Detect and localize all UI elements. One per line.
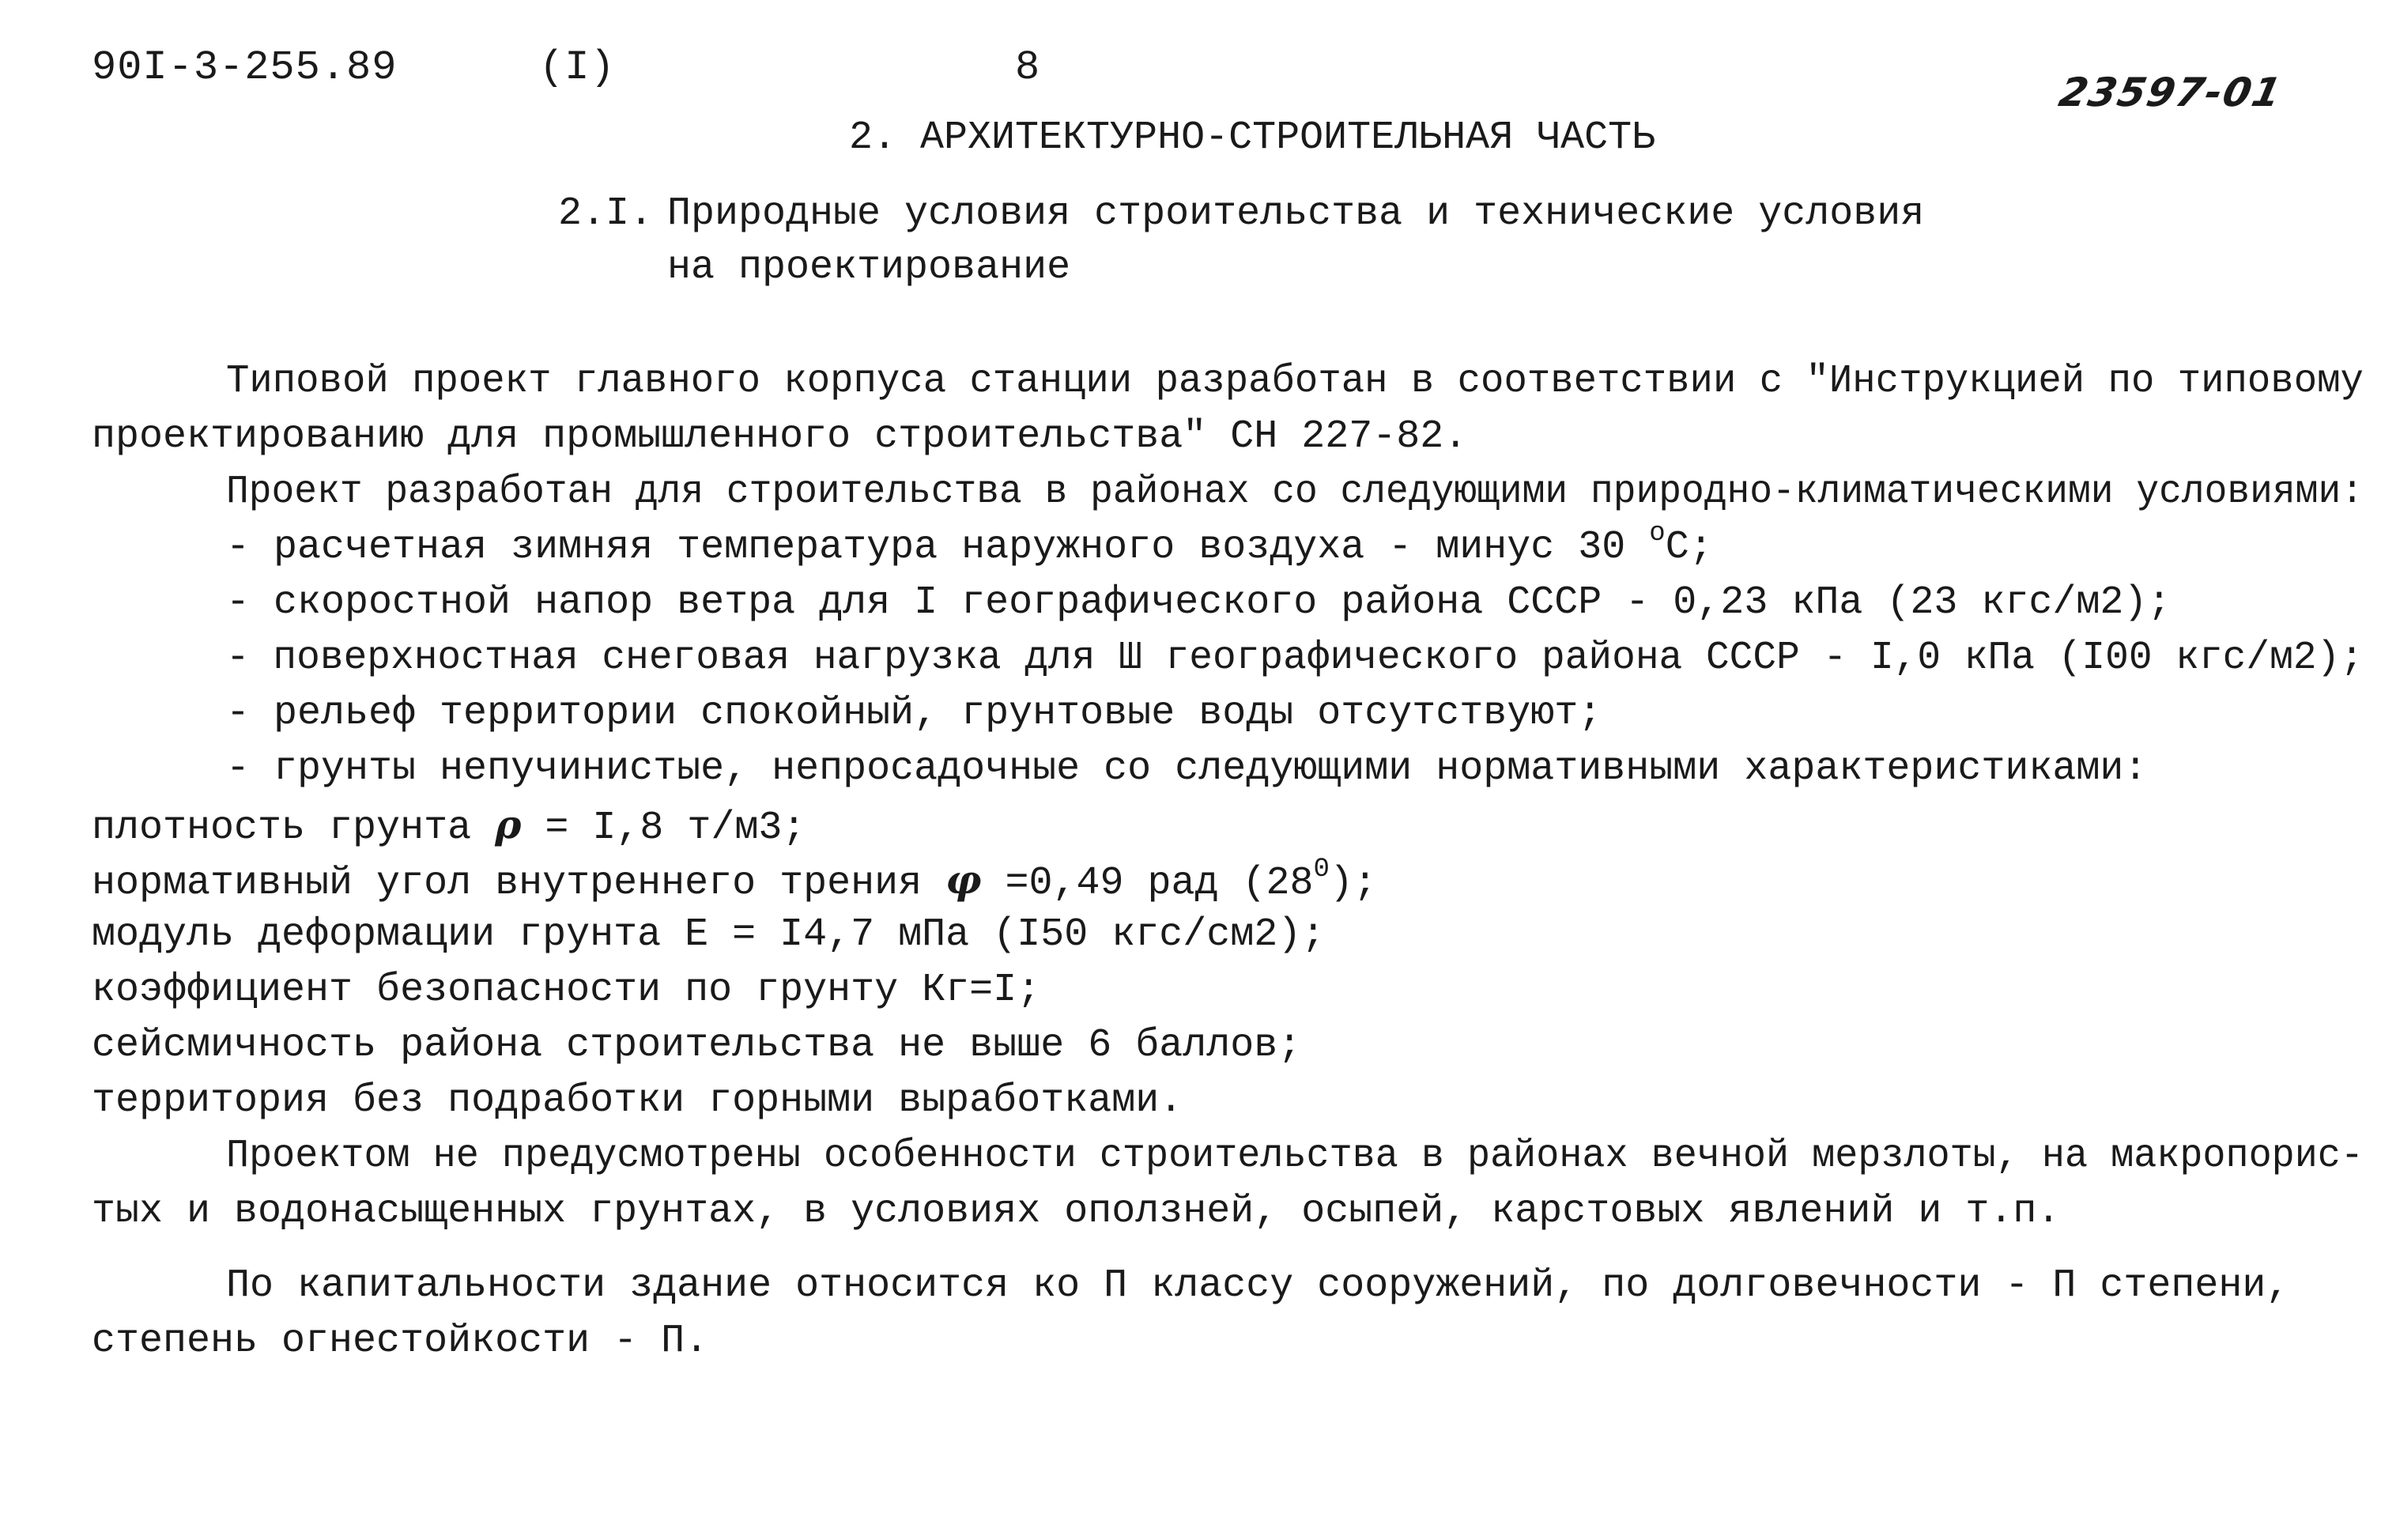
paragraph-4-line-2: степень огнестойкости - П.: [92, 1319, 709, 1364]
list-item-relief: - рельеф территории спокойный, грунтовые воды отсутствуют;: [226, 691, 1602, 736]
list-item-wind: - скоростной напор ветра для I географического района СССР - 0,23 кПа (23 кгс/м2);: [226, 580, 2172, 625]
angle-symbol: φ: [945, 856, 982, 903]
density-label: плотность грунта: [92, 806, 496, 851]
subsection-title-line2: на проектирование: [667, 245, 1071, 290]
mining-note: территория без подработки горными выработками.: [92, 1078, 1183, 1123]
paragraph-3-line-2: тых и водонасыщенных грунтах, в условиях оползней, осыпей, карстовых явлений и т.п.: [92, 1189, 2061, 1234]
friction-angle: [92, 852, 1377, 912]
paragraph-1-line-2: проектированию для промышленного строительства" СН 227-82.: [92, 414, 1468, 459]
section-title: 2. АРХИТЕКТУРНО-СТРОИТЕЛЬНАЯ ЧАСТЬ: [849, 115, 1656, 160]
temperature-text: - расчетная зимняя температура наружного воздуха - минус 30: [226, 525, 1650, 570]
list-item-snow: - поверхностная снеговая нагрузка для Ш географического района СССР - I,0 кПа (I00 кгс/м2);: [226, 636, 2364, 681]
paragraph-2-intro: Проект разработан для строительства в районах со следующими природно-климатическими условиями:: [226, 470, 2364, 515]
angle-value: =0,49 рад (28: [981, 861, 1314, 906]
soil-density: [92, 797, 806, 856]
density-symbol: ρ: [495, 801, 522, 847]
degree-superscript: o: [1649, 519, 1666, 549]
list-item-temperature: [226, 520, 1713, 576]
list-item-soils: - грунты непучинистые, непросадочные со следующими нормативными характеристиками:: [226, 746, 2148, 791]
safety-coefficient: коэффициент безопасности по грунту Кг=I;: [92, 968, 1041, 1013]
inventory-number: 23597-01: [2055, 70, 2287, 115]
angle-degree-superscript: 0: [1313, 855, 1330, 885]
density-value: = I,8 т/м3;: [521, 806, 806, 851]
seismicity: сейсмичность района строительства не выше 6 баллов;: [92, 1023, 1302, 1068]
subsection-number: 2.I.: [558, 191, 654, 236]
paragraph-1-line-1: Типовой проект главного корпуса станции разработан в соответствии с "Инструкцией по типовому: [226, 359, 2364, 404]
paragraph-3-line-1: Проектом не предусмотрены особенности строительства в районах вечной мерзлоты, на макропорис-: [226, 1134, 2364, 1179]
angle-label: нормативный угол внутреннего трения: [92, 861, 946, 906]
angle-close: );: [1329, 861, 1377, 906]
deformation-modulus: модуль деформации грунта Е = I4,7 мПа (I50 кгс/см2);: [92, 912, 1326, 957]
doc-number: 90I-3-255.89: [92, 44, 398, 91]
volume-number: (I): [539, 44, 616, 91]
temperature-unit: С;: [1665, 525, 1713, 570]
page-number: 8: [1015, 44, 1041, 91]
paragraph-4-line-1: По капитальности здание относится ко П классу сооружений, по долговечности - П степени,: [226, 1263, 2290, 1308]
subsection-title-line1: Природные условия строительства и технические условия: [667, 191, 1925, 236]
